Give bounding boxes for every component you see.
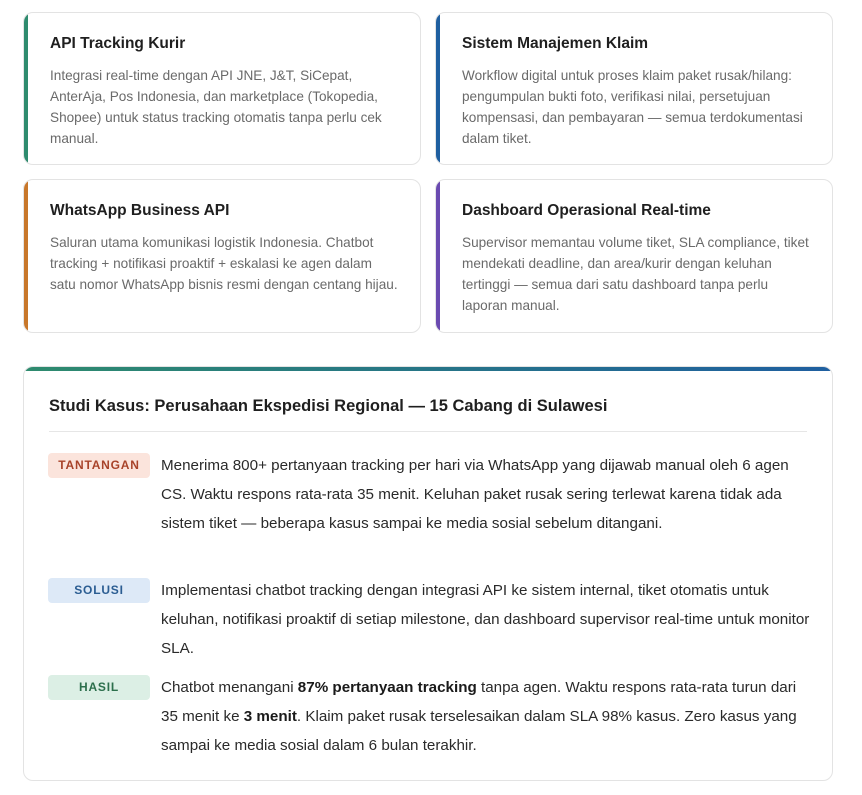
feature-card-whatsapp-api [23,179,421,333]
result-text-part: Chatbot menangani [161,679,298,696]
feature-card-dashboard [435,179,833,333]
feature-card-api-tracking [23,12,421,165]
result-highlight-time: 3 menit [243,708,297,725]
result-text-part: tanpa agen. Waktu respons rata-rata turun dari 35 menit ke [161,679,797,725]
solution-text: Implementasi chatbot tracking dengan integrasi API ke sistem internal, tiket otomatis untuk keluhan, notifikasi proaktif di setiap milestone, dan dashboard supervisor real-time untuk monitor SLA. [161,582,810,657]
result-text [161,673,811,760]
card-title: WhatsApp Business API [50,202,230,219]
case-study-gradient-bar [24,367,832,371]
feature-card-claim-management [435,12,833,165]
card-title: Dashboard Operasional Real-time [462,202,711,219]
card-description: Saluran utama komunikasi logistik Indonesia. Chatbot tracking + notifikasi proaktif + eskalasi ke agen dalam satu nomor WhatsApp bisnis resmi dengan centang hijau. [50,235,398,292]
challenge-text: Menerima 800+ pertanyaan tracking per hari via WhatsApp yang dijawab manual oleh 6 agen CS. Waktu respons rata-rata 35 menit. Keluhan paket rusak sering terlewat karena tidak ada sistem tiket — beberapa kasus sampai ke media sosial sebelum ditangani. [161,457,789,532]
result-badge: HASIL [48,675,150,700]
case-study-panel [23,366,833,781]
card-title: API Tracking Kurir [50,35,186,52]
divider [49,431,807,432]
solution-badge: SOLUSI [48,578,150,603]
card-description: Integrasi real-time dengan API JNE, J&T, SiCepat, AnterAja, Pos Indonesia, dan marketplace (Tokopedia, Shopee) untuk status tracking otomatis tanpa perlu cek manual. [50,68,382,146]
card-description: Supervisor memantau volume tiket, SLA compliance, tiket mendekati deadline, dan area/kurir dengan keluhan tertinggi — semua dari satu dashboard tanpa perlu laporan manual. [462,235,809,313]
challenge-badge: TANTANGAN [48,453,150,478]
result-highlight-tracking: 87% pertanyaan tracking [297,679,477,696]
card-description: Workflow digital untuk proses klaim paket rusak/hilang: pengumpulan bukti foto, verifikasi nilai, persetujuan kompensasi, dan pembayaran — semua terdokumentasi dalam tiket. [462,68,803,146]
case-study-title: Studi Kasus: Perusahaan Ekspedisi Regional — 15 Cabang di Sulawesi [49,397,608,415]
card-title: Sistem Manajemen Klaim [462,35,649,52]
result-text-part: . Klaim paket rusak terselesaikan dalam SLA 98% kasus. Zero kasus yang sampai ke media sosial dalam 6 bulan terakhir. [161,708,797,754]
